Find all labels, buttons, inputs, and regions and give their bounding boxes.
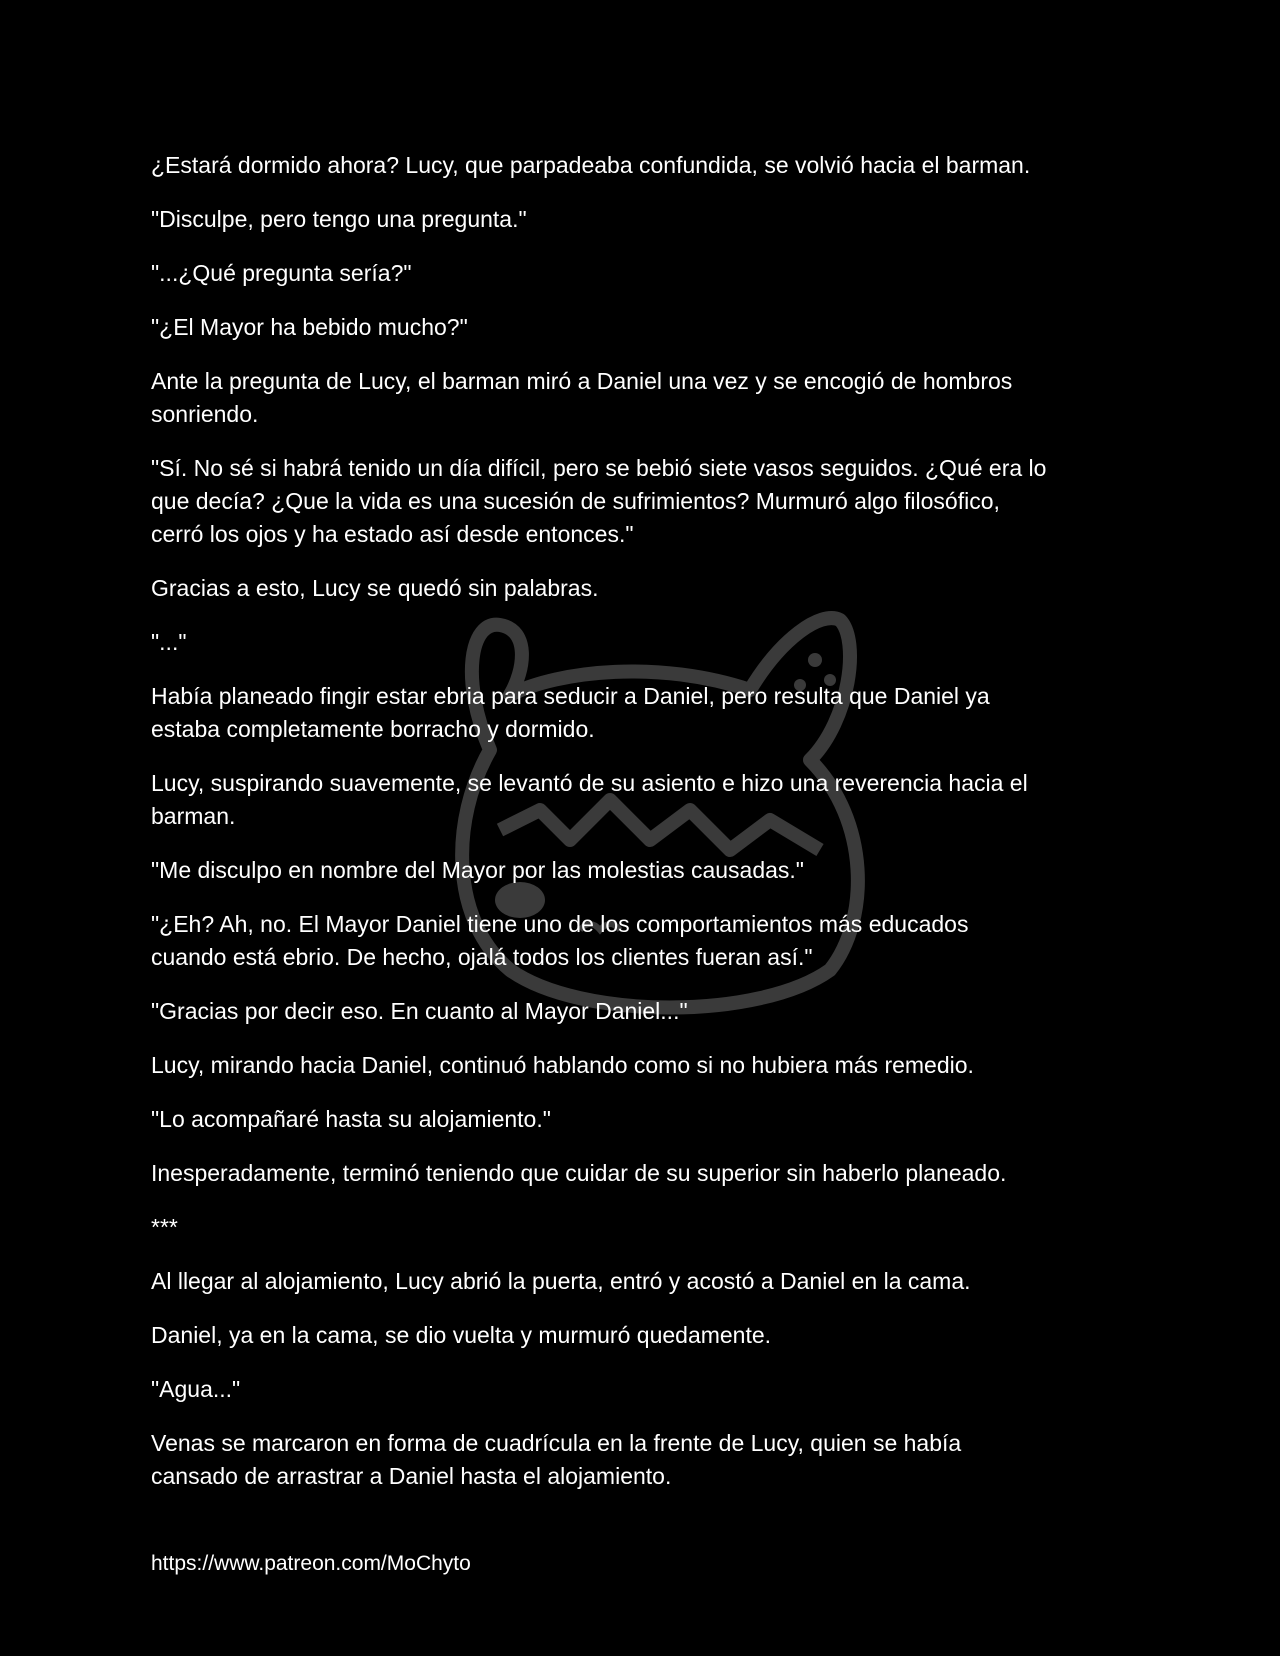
paragraph — [151, 1157, 1151, 1190]
paragraph — [151, 1373, 1151, 1406]
paragraph-line: "...¿Qué pregunta sería?" — [151, 260, 412, 286]
paragraph-line: "..." — [151, 629, 187, 655]
paragraph — [151, 1265, 1151, 1298]
paragraph — [151, 572, 1151, 605]
paragraph-line: "Gracias por decir eso. En cuanto al Mayor Daniel..." — [151, 998, 688, 1024]
paragraph-line: cansado de arrastrar a Daniel hasta el alojamiento. — [151, 1463, 672, 1489]
paragraph-line: Venas se marcaron en forma de cuadrícula en la frente de Lucy, quien se había — [151, 1430, 962, 1456]
paragraph-line: "¿El Mayor ha bebido mucho?" — [151, 314, 468, 340]
paragraph-line: Inesperadamente, terminó teniendo que cuidar de su superior sin haberlo planeado. — [151, 1160, 1007, 1186]
paragraph-line: *** — [151, 1214, 178, 1240]
paragraph-line: cerró los ojos y ha estado así desde entonces." — [151, 521, 634, 547]
paragraph — [151, 1103, 1151, 1136]
paragraph-line: "Disculpe, pero tengo una pregunta." — [151, 206, 527, 232]
paragraph — [151, 767, 1151, 833]
paragraph-line: Lucy, suspirando suavemente, se levantó de su asiento e hizo una reverencia hacia el — [151, 770, 1028, 796]
paragraph — [151, 149, 1151, 182]
paragraph — [151, 1319, 1151, 1352]
paragraph — [151, 203, 1151, 236]
paragraph — [151, 680, 1151, 746]
paragraph — [151, 626, 1151, 659]
paragraph-line: Daniel, ya en la cama, se dio vuelta y murmuró quedamente. — [151, 1322, 772, 1348]
paragraph-line: cuando está ebrio. De hecho, ojalá todos los clientes fueran así." — [151, 944, 813, 970]
paragraph-line: Lucy, mirando hacia Daniel, continuó hablando como si no hubiera más remedio. — [151, 1052, 974, 1078]
paragraph-line: Gracias a esto, Lucy se quedó sin palabras. — [151, 575, 599, 601]
paragraph-line: Había planeado fingir estar ebria para seducir a Daniel, pero resulta que Daniel ya — [151, 683, 990, 709]
paragraph-line: sonriendo. — [151, 401, 259, 427]
paragraph — [151, 854, 1151, 887]
paragraph — [151, 995, 1151, 1028]
paragraph — [151, 1427, 1151, 1493]
paragraph-line: barman. — [151, 803, 236, 829]
paragraph — [151, 1211, 1151, 1244]
paragraph-line: Al llegar al alojamiento, Lucy abrió la puerta, entró y acostó a Daniel en la cama. — [151, 1268, 971, 1294]
paragraph — [151, 1049, 1151, 1082]
paragraph-line: "Me disculpo en nombre del Mayor por las molestias causadas." — [151, 857, 804, 883]
paragraph-line: "Agua..." — [151, 1376, 241, 1402]
paragraph — [151, 257, 1151, 290]
paragraph-line: que decía? ¿Que la vida es una sucesión de sufrimientos? Murmuró algo filosófico, — [151, 488, 1000, 514]
paragraph-line: Ante la pregunta de Lucy, el barman miró a Daniel una vez y se encogió de hombros — [151, 368, 1013, 394]
paragraph-line: estaba completamente borracho y dormido. — [151, 716, 595, 742]
paragraph-line: "Sí. No sé si habrá tenido un día difícil, pero se bebió siete vasos seguidos. ¿Qué era lo — [151, 455, 1047, 481]
paragraph — [151, 311, 1151, 344]
story-text — [151, 149, 1151, 1514]
paragraph — [151, 908, 1151, 974]
paragraph-line: ¿Estará dormido ahora? Lucy, que parpadeaba confundida, se volvió hacia el barman. — [151, 152, 1031, 178]
paragraph — [151, 365, 1151, 431]
paragraph-line: "¿Eh? Ah, no. El Mayor Daniel tiene uno de los comportamientos más educados — [151, 911, 969, 937]
paragraph — [151, 452, 1151, 551]
paragraph-line: "Lo acompañaré hasta su alojamiento." — [151, 1106, 551, 1132]
patreon-link[interactable]: https://www.patreon.com/MoChyto — [151, 1552, 471, 1575]
